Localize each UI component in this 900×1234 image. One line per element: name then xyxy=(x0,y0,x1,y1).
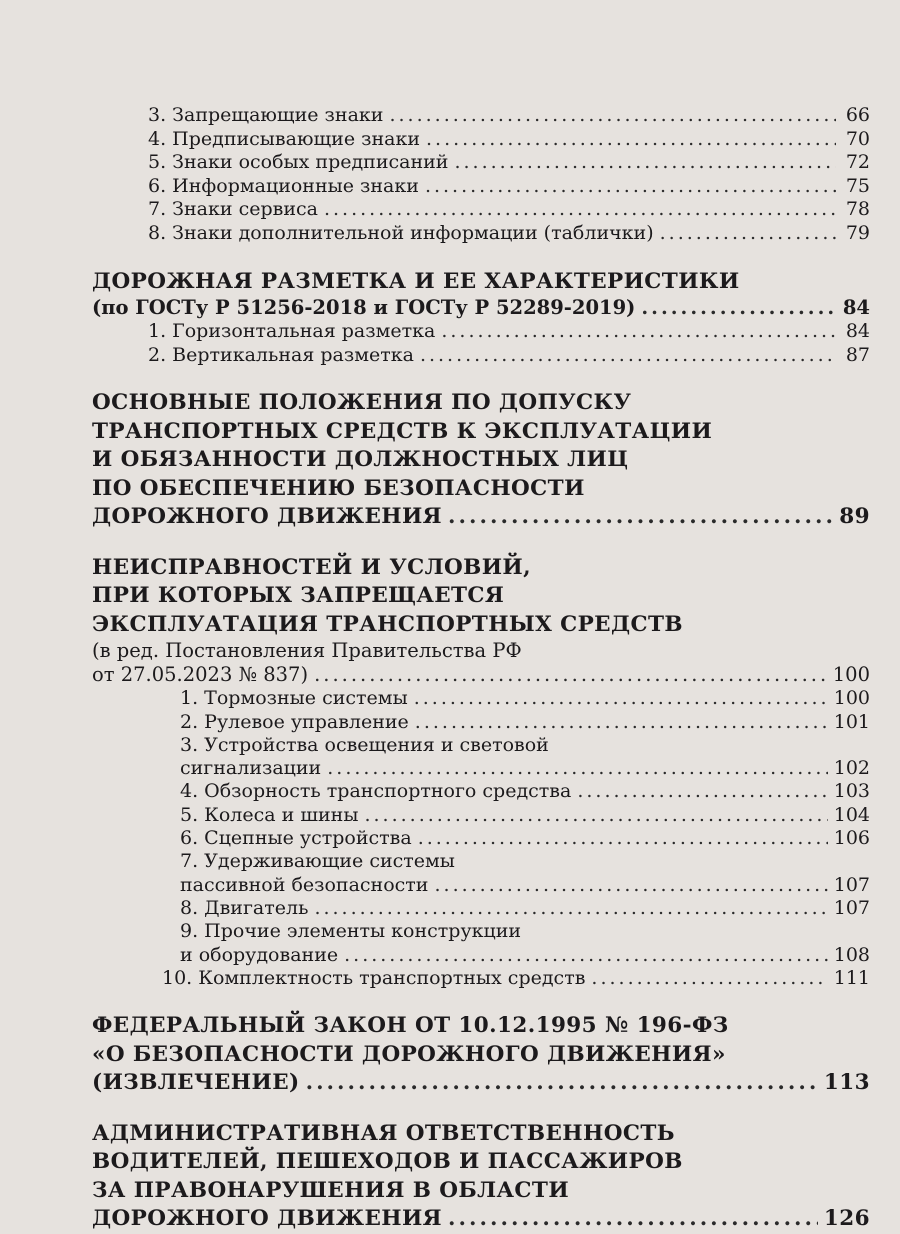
entry-page: 78 xyxy=(845,198,870,221)
entry-page: 126 xyxy=(823,1206,870,1232)
toc-entry xyxy=(92,780,870,803)
entry-title: 4. Обзорность транспортного средства xyxy=(180,780,572,803)
section-heading xyxy=(92,582,870,611)
heading-text: (ИЗВЛЕЧЕНИЕ) xyxy=(92,1070,300,1096)
section-heading xyxy=(92,389,870,418)
toc-entry xyxy=(92,804,870,827)
leader-dots xyxy=(415,711,828,734)
entry-title: 8. Знаки дополнительной информации (таблички) xyxy=(148,221,654,244)
toc-entry xyxy=(92,175,870,199)
leader-dots xyxy=(448,503,833,532)
leader-dots xyxy=(577,780,827,803)
toc-entry xyxy=(92,827,870,850)
heading-text: ПО ОБЕСПЕЧЕНИЮ БЕЗОПАСНОСТИ xyxy=(92,475,585,501)
heading-text: ЭКСПЛУАТАЦИЯ ТРАНСПОРТНЫХ СРЕДСТВ xyxy=(92,611,683,637)
leader-dots xyxy=(591,967,827,990)
entry-page: 107 xyxy=(833,896,870,919)
heading-text: ОСНОВНЫЕ ПОЛОЖЕНИЯ ПО ДОПУСКУ xyxy=(92,390,632,416)
entry-title: 2. Вертикальная разметка xyxy=(148,343,414,366)
section-heading xyxy=(92,446,870,475)
leader-dots xyxy=(324,198,836,222)
leader-dots xyxy=(418,827,828,850)
entry-page: 100 xyxy=(832,663,870,687)
entry-title: 10. Комплектность транспортных средств xyxy=(162,966,586,989)
heading-text: ЗА ПРАВОНАРУШЕНИЯ В ОБЛАСТИ xyxy=(92,1177,570,1203)
entry-title: 1. Тормозные системы xyxy=(180,687,408,710)
heading-text: ФЕДЕРАЛЬНЫЙ ЗАКОН ОТ 10.12.1995 № 196-ФЗ xyxy=(92,1013,729,1039)
leader-dots xyxy=(420,344,836,368)
leader-dots xyxy=(389,104,836,128)
section-heading xyxy=(92,1205,870,1234)
entry-page: 107 xyxy=(833,873,870,896)
leader-dots xyxy=(434,874,827,897)
entry-page: 103 xyxy=(833,780,870,803)
note-text: от 27.05.2023 № 837) xyxy=(92,663,309,687)
entry-title: 6. Информационные знаки xyxy=(148,174,419,197)
entry-page: 75 xyxy=(845,174,870,197)
table-of-contents xyxy=(92,104,870,1234)
entry-title: и оборудование xyxy=(180,943,339,966)
heading-text: (по ГОСТу Р 51256-2018 и ГОСТу Р 52289-2019) xyxy=(92,296,636,320)
heading-text: ДОРОЖНАЯ РАЗМЕТКА И ЕЕ ХАРАКТЕРИСТИКИ xyxy=(92,268,740,294)
toc-entry xyxy=(92,711,870,734)
entry-title: 2. Рулевое управление xyxy=(180,710,409,733)
section-heading xyxy=(92,1148,870,1177)
leader-dots xyxy=(314,897,827,920)
toc-entry xyxy=(92,734,870,757)
entry-page: 108 xyxy=(833,943,870,966)
entry-page: 113 xyxy=(823,1070,870,1096)
section-heading xyxy=(92,296,870,320)
entry-title: 5. Знаки особых предписаний xyxy=(148,151,449,174)
toc-entry xyxy=(92,874,870,897)
entry-title: сигнализации xyxy=(180,757,322,780)
entry-title: 3. Устройства освещения и световой xyxy=(180,733,549,756)
leader-dots xyxy=(454,151,836,175)
toc-entry xyxy=(92,967,870,990)
entry-page: 70 xyxy=(845,127,870,150)
leader-dots xyxy=(641,296,836,320)
heading-text: И ОБЯЗАННОСТИ ДОЛЖНОСТНЫХ ЛИЦ xyxy=(92,447,629,473)
section-heading xyxy=(92,268,870,297)
section-heading xyxy=(92,418,870,447)
toc-entry xyxy=(92,320,870,344)
section-note xyxy=(92,639,870,663)
toc-entry xyxy=(92,104,870,128)
leader-dots xyxy=(441,320,836,344)
toc-entry xyxy=(92,344,870,368)
toc-entry xyxy=(92,850,870,873)
section-heading xyxy=(92,554,870,583)
entry-title: 3. Запрещающие знаки xyxy=(148,104,384,126)
entry-page: 106 xyxy=(833,827,870,850)
entry-title: 5. Колеса и шины xyxy=(180,803,359,826)
heading-text: ДОРОЖНОГО ДВИЖЕНИЯ xyxy=(92,504,443,530)
heading-text: ТРАНСПОРТНЫХ СРЕДСТВ К ЭКСПЛУАТАЦИИ xyxy=(92,418,713,444)
entry-page: 101 xyxy=(833,710,870,733)
leader-dots xyxy=(364,804,827,827)
leader-dots xyxy=(660,222,836,246)
section-heading xyxy=(92,611,870,640)
toc-entry xyxy=(92,687,870,710)
heading-text: ВОДИТЕЛЕЙ, ПЕШЕХОДОВ И ПАССАЖИРОВ xyxy=(92,1149,683,1175)
entry-page: 104 xyxy=(833,803,870,826)
toc-entry xyxy=(92,920,870,943)
leader-dots xyxy=(327,757,828,780)
entry-title: 7. Удерживающие системы xyxy=(180,850,455,873)
entry-page: 102 xyxy=(833,757,870,780)
entry-title: 7. Знаки сервиса xyxy=(148,198,318,221)
entry-page: 111 xyxy=(833,966,870,989)
heading-text: АДМИНИСТРАТИВНАЯ ОТВЕТСТВЕННОСТЬ xyxy=(92,1120,675,1146)
leader-dots xyxy=(426,128,836,152)
entry-page: 66 xyxy=(845,104,870,126)
leader-dots xyxy=(414,687,828,710)
section-heading xyxy=(92,1041,870,1070)
section-heading xyxy=(92,1177,870,1206)
toc-entry xyxy=(92,151,870,175)
leader-dots xyxy=(306,1069,818,1098)
entry-page: 84 xyxy=(842,296,870,320)
leader-dots xyxy=(425,175,836,199)
entry-page: 100 xyxy=(833,687,870,710)
heading-text: ПРИ КОТОРЫХ ЗАПРЕЩАЕТСЯ xyxy=(92,583,505,609)
leader-dots xyxy=(314,663,827,687)
toc-entry xyxy=(92,128,870,152)
section-heading xyxy=(92,1120,870,1149)
entry-title: 6. Сцепные устройства xyxy=(180,827,412,850)
heading-text: НЕИСПРАВНОСТЕЙ И УСЛОВИЙ, xyxy=(92,554,532,580)
section-note xyxy=(92,663,870,687)
entry-page: 84 xyxy=(845,320,870,343)
toc-entry xyxy=(92,198,870,222)
leader-dots xyxy=(344,944,828,967)
entry-page: 89 xyxy=(839,504,870,530)
entry-title: 1. Горизонтальная разметка xyxy=(148,320,436,343)
section-heading xyxy=(92,1012,870,1041)
entry-title: 8. Двигатель xyxy=(180,896,309,919)
entry-title: 4. Предписывающие знаки xyxy=(148,127,421,150)
entry-title: 9. Прочие элементы конструкции xyxy=(180,920,522,943)
section-heading xyxy=(92,1069,870,1098)
entry-page: 87 xyxy=(845,343,870,366)
heading-text: ДОРОЖНОГО ДВИЖЕНИЯ xyxy=(92,1206,443,1232)
entry-title: пассивной безопасности xyxy=(180,873,429,896)
heading-text: «О БЕЗОПАСНОСТИ ДОРОЖНОГО ДВИЖЕНИЯ» xyxy=(92,1041,726,1067)
toc-entry xyxy=(92,897,870,920)
toc-entry xyxy=(92,944,870,967)
entry-page: 79 xyxy=(845,221,870,244)
toc-entry xyxy=(92,222,870,246)
note-text: (в ред. Постановления Правительства РФ xyxy=(92,639,522,663)
section-heading xyxy=(92,503,870,532)
entry-page: 72 xyxy=(845,151,870,174)
section-heading xyxy=(92,475,870,504)
leader-dots xyxy=(448,1205,818,1234)
toc-entry xyxy=(92,757,870,780)
